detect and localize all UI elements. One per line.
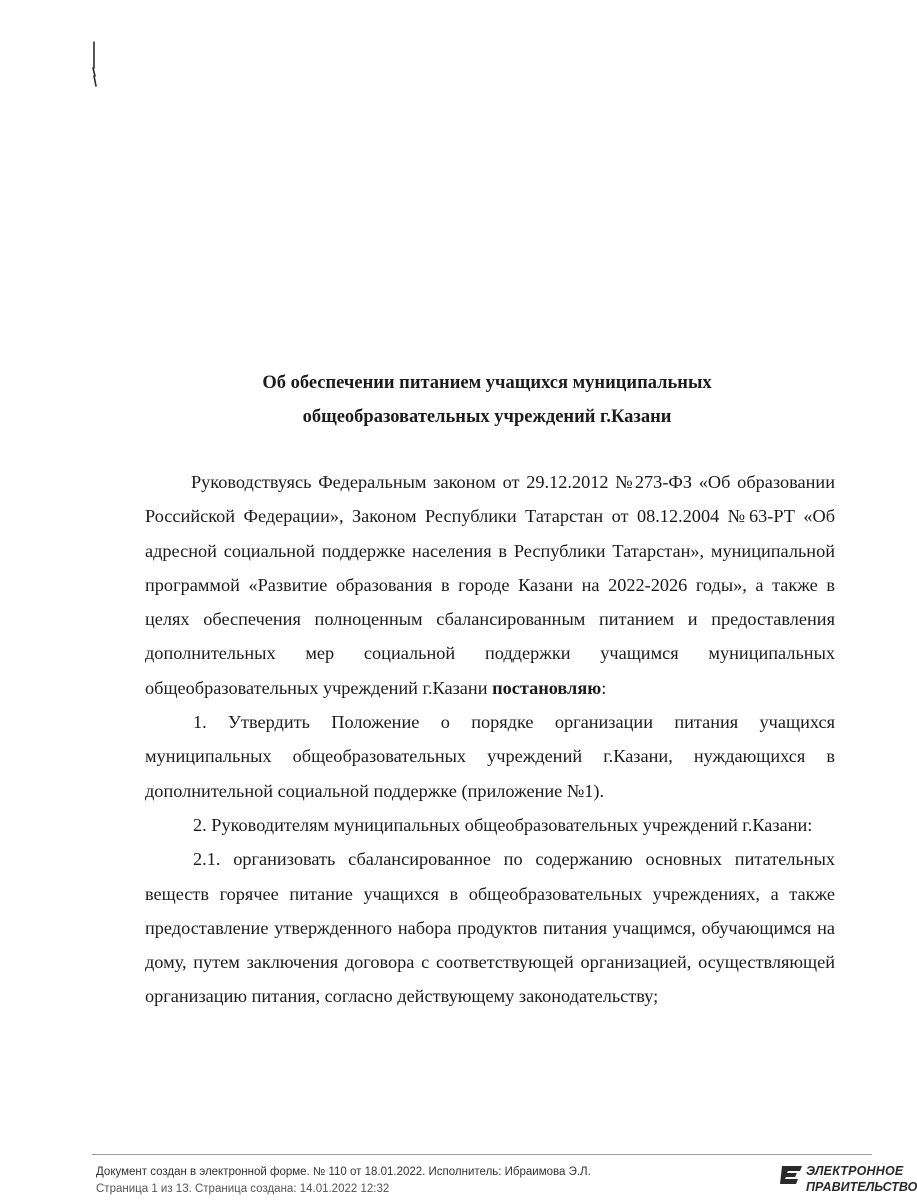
title-line-2: общеобразовательных учреждений г.Казани [302,407,672,427]
item-2-1: 2.1. организовать сбалансированное по содержанию основных питательных веществ горячее питание учащихся в общеобразовательных учреждениях, а также предоставление утвержденного набора продуктов питания учащимся, обучающимся на дому, путем заключения договора с соответствующей организацией, осуществляющей организацию питания, согласно действующему законодательству; [145,849,835,1007]
item-2: 2. Руководителям муниципальных общеобразовательных учреждений г.Казани: [193,814,813,835]
preamble-paragraph [145,465,835,705]
scan-mark [90,40,98,90]
preamble-end: : [601,677,607,698]
e-government-logo [780,1163,917,1200]
footer-line-2: Страница 1 из 13. Страница создана: 14.01.2022 12:32 [96,1183,390,1195]
document-title [140,366,834,434]
logo-text: ЭЛЕКТРОННОЕ [806,1164,904,1178]
document-body [145,465,835,1014]
title-line-1: Об обеспечении питанием учащихся муниципальных [262,373,712,393]
preamble-text: Руководствуясь Федеральным законом от 29.12.2012 №273-ФЗ «Об образовании Российской Федерации», Законом Республики Татарстан от 08.12.2004 №63-РТ «Об адресной социальной поддержке населения в Республики Татарстан», муниципальной программой «Развитие образования в городе Казани на 2022-2026 годы», а также в целях обеспечения полноценным сбалансированным питанием и предоставления дополнительных мер социальной поддержки учащимся муниципальных общеобразовательных учреждений г.Казани [145,472,835,698]
logo-subtext: ПРАВИТЕЛЬСТВО [806,1180,917,1194]
footer-divider [92,1154,872,1155]
footer-line-1: Документ создан в электронной форме. № 110 от 18.01.2022. Исполнитель: Ибраимова Э.Л. [96,1166,591,1178]
item-1: 1. Утвердить Положение о порядке организации питания учащихся муниципальных общеобразовательных учреждений г.Казани, нуждающихся в дополнительной социальной поддержке (приложение №1). [145,712,835,801]
e-government-logo-icon [780,1164,804,1186]
preamble-resolution: постановляю [492,677,602,698]
